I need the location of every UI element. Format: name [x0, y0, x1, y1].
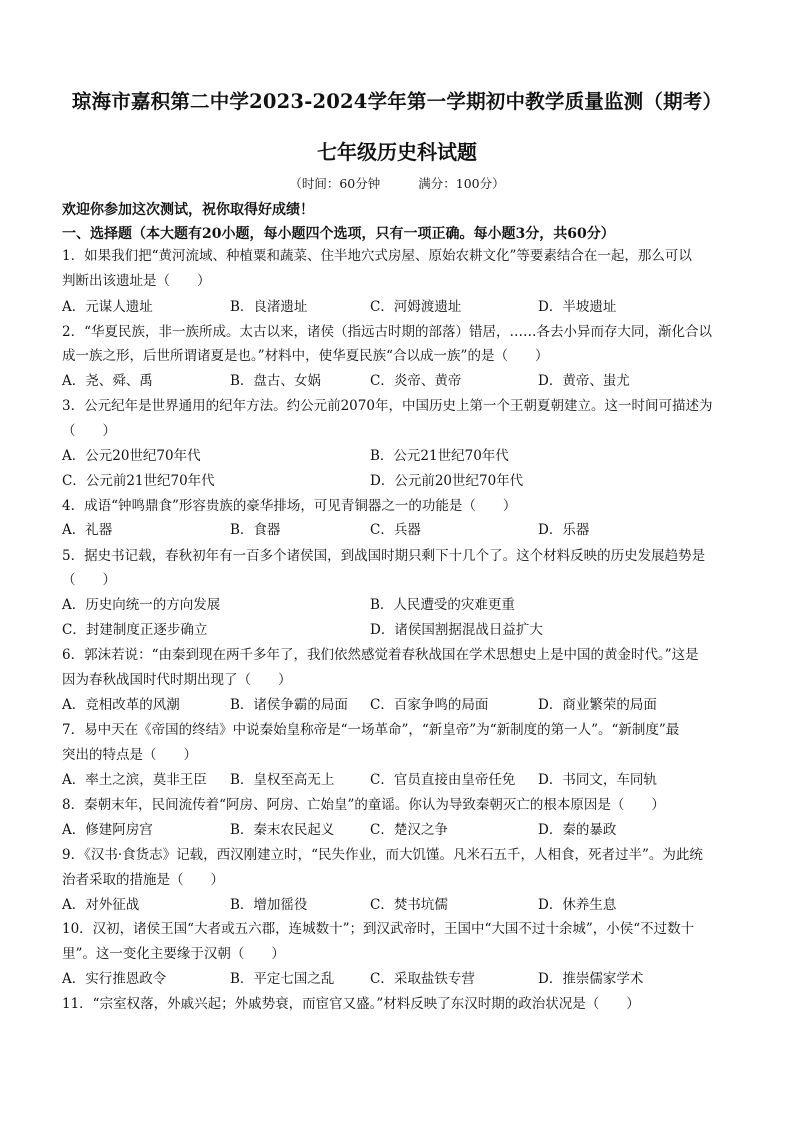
- option-a: A．实行推恩政令: [62, 971, 167, 987]
- option-b: B．盘古、女娲: [230, 373, 321, 389]
- option-c: C．炎帝、黄帝: [370, 373, 462, 389]
- option-a: A．历史向统一的方向发展: [62, 597, 221, 613]
- option-a: A．率土之滨，莫非王臣: [62, 772, 207, 788]
- option-b: B．皇权至高无上: [230, 772, 335, 788]
- welcome-text: 欢迎你参加这次测试，祝你取得好成绩！: [62, 202, 314, 218]
- option-c: C．焚书坑儒: [370, 897, 448, 913]
- question-7-line-1: 7．易中天在《帝国的终结》中说秦始皇称帝是“一场革命”，“新皇帝”为“新制度的第一人”。“新制度”最: [62, 722, 680, 738]
- question-5-line-1: 5．据史书记载，春秋初年有一百多个诸侯国，到战国时期只剩下十几个了。这个材料反映的历史发展趋势是: [62, 548, 706, 564]
- option-d: D．秦的暴政: [538, 822, 617, 838]
- option-b: B．人民遭受的灾难更重: [370, 597, 515, 613]
- option-c: C．楚汉之争: [370, 822, 448, 838]
- option-b: B．平定七国之乱: [230, 971, 335, 987]
- option-d: D．休养生息: [538, 897, 617, 913]
- option-c: C．官员直接由皇帝任免: [370, 772, 516, 788]
- question-7-line-2: 突出的特点是（ ）: [62, 747, 197, 763]
- option-c: C．河姆渡遗址: [370, 299, 462, 315]
- option-c: C．公元前21世纪70年代: [62, 473, 215, 489]
- option-b: B．公元21世纪70年代: [370, 448, 509, 464]
- option-b: B．增加徭役: [230, 897, 308, 913]
- option-a: A．竞相改革的风潮: [62, 697, 180, 713]
- option-b: B．食器: [230, 522, 281, 538]
- question-3-line-1: 3．公元纪年是世界通用的纪年方法。约公元前2070年，中国历史上第一个王朝夏朝建立。这一时间可描述为: [62, 398, 713, 414]
- question-9-line-1: 9．《汉书·食货志》记载，西汉刚建立时，“民失作业，而大饥馑。凡米石五千，人相食，死者过半”。为此统: [62, 847, 703, 863]
- option-d: D．商业繁荣的局面: [538, 697, 657, 713]
- option-d: D．书同文，车同轨: [538, 772, 657, 788]
- option-c: C．百家争鸣的局面: [370, 697, 489, 713]
- option-a: A．修建阿房宫: [62, 822, 153, 838]
- option-d: D．半坡遗址: [538, 299, 617, 315]
- question-3-line-2: （ ）: [62, 423, 116, 439]
- question-9-line-2: 治者采取的措施是（ ）: [62, 872, 224, 888]
- question-4-line-1: 4．成语“钟鸣鼎食”形容贵族的豪华排场，可见青铜器之一的功能是（ ）: [62, 498, 517, 514]
- option-a: A．元谋人遗址: [62, 299, 153, 315]
- question-1-line-2: 判断出该遗址是（ ）: [62, 273, 211, 289]
- section-heading: 一、选择题（本大题有20小题，每小题四个选项，只有一项正确。每小题3分，共60分）: [62, 226, 615, 242]
- exam-title: 琼海市嘉积第二中学2023-2024学年第一学期初中教学质量监测（期考）: [71, 90, 723, 113]
- option-b: B．诸侯争霸的局面: [230, 697, 348, 713]
- option-a: A．礼器: [62, 522, 113, 538]
- question-10-line-2: 里”。这一变化主要缘于汉朝（ ）: [62, 946, 285, 962]
- option-d: D．诸侯国割据混战日益扩大: [370, 622, 543, 638]
- exam-info: [0, 174, 794, 192]
- option-d: D．推崇儒家学术: [538, 971, 644, 987]
- question-10-line-1: 10．汉初，诸侯王国“大者或五六郡，连城数十”；到汉武帝时，王国中“大国不过十余城”，小侯“不过数十: [62, 921, 695, 937]
- option-a: A．对外征战: [62, 897, 140, 913]
- option-a: A．尧、舜、禹: [62, 373, 153, 389]
- option-b: B．良渚遗址: [230, 299, 308, 315]
- exam-subtitle: 七年级历史科试题: [317, 140, 477, 164]
- question-2-line-2: 成一族之形，后世所谓诸夏是也。”材料中，使华夏民族“合以成一族”的是（ ）: [62, 348, 549, 364]
- option-b: B．秦末农民起义: [230, 822, 335, 838]
- question-6-line-1: 6．郭沫若说：“由秦到现在两千多年了，我们依然感觉着春秋战国在学术思想史上是中国的黄金时代。”这是: [62, 647, 699, 663]
- option-c: C．采取盐铁专营: [370, 971, 475, 987]
- question-8-line-1: 8．秦朝末年，民间流传着“阿房、阿房、亡始皇”的童谣。你认为导致秦朝灭亡的根本原因是（ ）: [62, 797, 665, 813]
- option-c: C．封建制度正逐步确立: [62, 622, 208, 638]
- option-c: C．兵器: [370, 522, 421, 538]
- exam-score: 满分：100分）: [418, 176, 505, 191]
- question-5-line-2: （ ）: [62, 572, 116, 588]
- option-d: D．黄帝、蚩尤: [538, 373, 630, 389]
- question-1-line-1: 1．如果我们把“黄河流域、种植粟和蔬菜、住半地穴式房屋、原始农耕文化”等要素结合在一起，那么可以: [62, 248, 692, 264]
- option-d: D．公元前20世纪70年代: [370, 473, 524, 489]
- question-2-line-1: 2．“华夏民族，非一族所成。太古以来，诸侯（指远古时期的部落）错居，……各去小异而存大同，渐化合以: [62, 324, 712, 340]
- option-d: D．乐器: [538, 522, 590, 538]
- exam-time: （时间：60分钟: [289, 176, 381, 191]
- option-a: A．公元20世纪70年代: [62, 448, 201, 464]
- question-11-line-1: 11．“宗室权落，外戚兴起；外戚势衰，而宦官又盛。”材料反映了东汉时期的政治状况是（ ）: [62, 996, 640, 1012]
- question-6-line-2: 因为春秋战国时代时期出现了（ ）: [62, 672, 292, 688]
